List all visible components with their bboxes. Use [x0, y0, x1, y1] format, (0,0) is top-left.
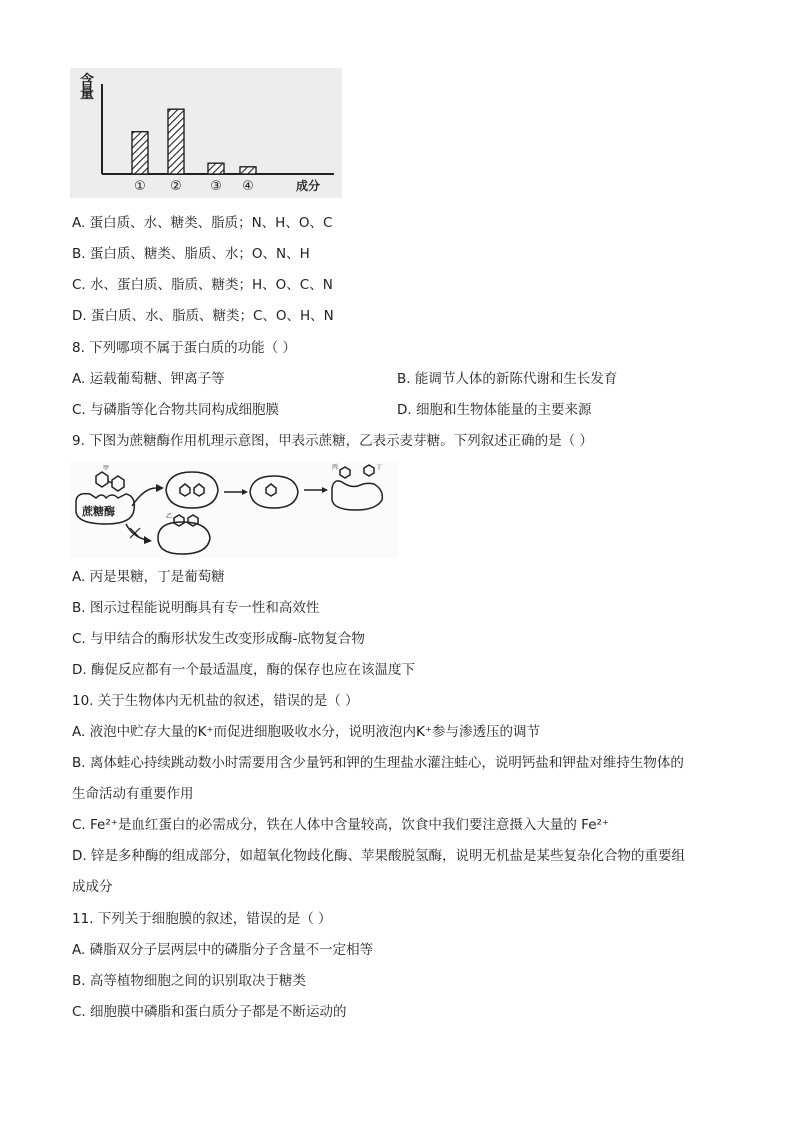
- q9-option-a: A. 丙是果糖，丁是葡萄糖: [72, 569, 225, 585]
- sucrase-mechanism-diagram: [70, 462, 398, 558]
- enzyme-released: [332, 481, 382, 510]
- bar-labels-group: [134, 179, 254, 194]
- y-axis-label-1: 含: [80, 73, 94, 89]
- q8-option-b: B. 能调节人体的新陈代谢和生长发育: [397, 371, 618, 387]
- arrow-1: [132, 488, 156, 506]
- bar-label-3: ③: [210, 179, 222, 194]
- bar-3: [208, 163, 224, 174]
- q10-option-d-line2: 成成分: [72, 879, 113, 895]
- q11-option-c: C. 细胞膜中磷脂和蛋白质分子都是不断运动的: [72, 1004, 347, 1020]
- q9-option-d: D. 酶促反应都有一个最适温度，酶的保存也应在该温度下: [72, 662, 415, 678]
- x-axis-label: 成分: [296, 179, 321, 193]
- product-2: [364, 465, 374, 476]
- enzyme-label: 蔗糖酶: [82, 505, 115, 518]
- q7-option-b: B. 蛋白质、糖类、脂质、水；O、N、H: [72, 246, 310, 262]
- q8-stem: 8. 下列哪项不属于蛋白质的功能（ ）: [72, 340, 296, 356]
- q10-option-a: A. 液泡中贮存大量的K⁺而促进细胞吸收水分，说明液泡内K⁺参与渗透压的调节: [72, 724, 541, 740]
- q10-stem: 10. 关于生物体内无机盐的叙述，错误的是（ ）: [72, 693, 359, 709]
- bar-label-4: ④: [242, 179, 254, 194]
- bar-chart-svg: [70, 68, 342, 198]
- bars-group: [132, 109, 256, 174]
- q7-option-c: C. 水、蛋白质、脂质、糖类；H、O、C、N: [72, 277, 333, 293]
- enzyme-substrate-complex: [166, 472, 218, 508]
- q9-stem: 9. 下图为蔗糖酶作用机理示意图，甲表示蔗糖，乙表示麦芽糖。下列叙述正确的是（ ）: [72, 433, 593, 449]
- substrate-ring-2: [112, 476, 124, 491]
- substrate-ring-1: [96, 472, 108, 487]
- enzyme-maltose: [158, 522, 210, 554]
- q10-option-c: C. Fe²⁺是血红蛋白的必需成分，铁在人体中含量较高，饮食中我们要注意摄入大量的 Fe²⁺: [72, 817, 610, 833]
- sucrase-diagram-svg: [70, 462, 398, 558]
- product-1: [340, 467, 350, 478]
- q7-option-a: A. 蛋白质、水、糖类、脂质；N、H、O、C: [72, 215, 333, 231]
- mark-2: 丙: [332, 464, 339, 471]
- mark-4: 乙: [166, 513, 173, 520]
- q8-option-c: C. 与磷脂等化合物共同构成细胞膜: [72, 402, 280, 418]
- mark-3: 丁: [376, 464, 383, 471]
- q8-option-d: D. 细胞和生物体能量的主要来源: [397, 402, 592, 418]
- q9-option-c: C. 与甲结合的酶形状发生改变形成酶-底物复合物: [72, 631, 365, 647]
- mark-1: 甲: [103, 465, 110, 472]
- q11-option-a: A. 磷脂双分子层两层中的磷脂分子含量不一定相等: [72, 942, 374, 958]
- q7-option-d: D. 蛋白质、水、脂质、糖类；C、O、H、N: [72, 308, 334, 324]
- bar-1: [132, 132, 148, 174]
- q11-stem: 11. 下列关于细胞膜的叙述，错误的是（ ）: [72, 911, 332, 927]
- bar-label-1: ①: [134, 179, 146, 194]
- q11-option-b: B. 高等植物细胞之间的识别取决于糖类: [72, 973, 306, 989]
- content-bar-chart: [70, 68, 342, 198]
- q10-option-b-line1: B. 离体蛙心持续跳动数小时需要用含少量钙和钾的生理盐水灌注蛙心，说明钙盐和钾盐对维持生物体的: [72, 755, 684, 771]
- q8-option-a: A. 运载葡萄糖、钾离子等: [72, 371, 225, 387]
- bar-label-2: ②: [170, 179, 182, 194]
- q9-option-b: B. 图示过程能说明酶具有专一性和高效性: [72, 600, 320, 616]
- q10-option-d-line1: D. 锌是多种酶的组成部分，如超氧化物歧化酶、苹果酸脱氢酶，说明无机盐是某些复杂化合物的重要组: [72, 848, 685, 864]
- y-axis-label-2: 量: [80, 86, 94, 102]
- bar-2: [168, 109, 184, 174]
- bar-4: [240, 167, 256, 174]
- enzyme-cleaving: [250, 476, 298, 508]
- q10-option-b-line2: 生命活动有重要作用: [72, 786, 194, 802]
